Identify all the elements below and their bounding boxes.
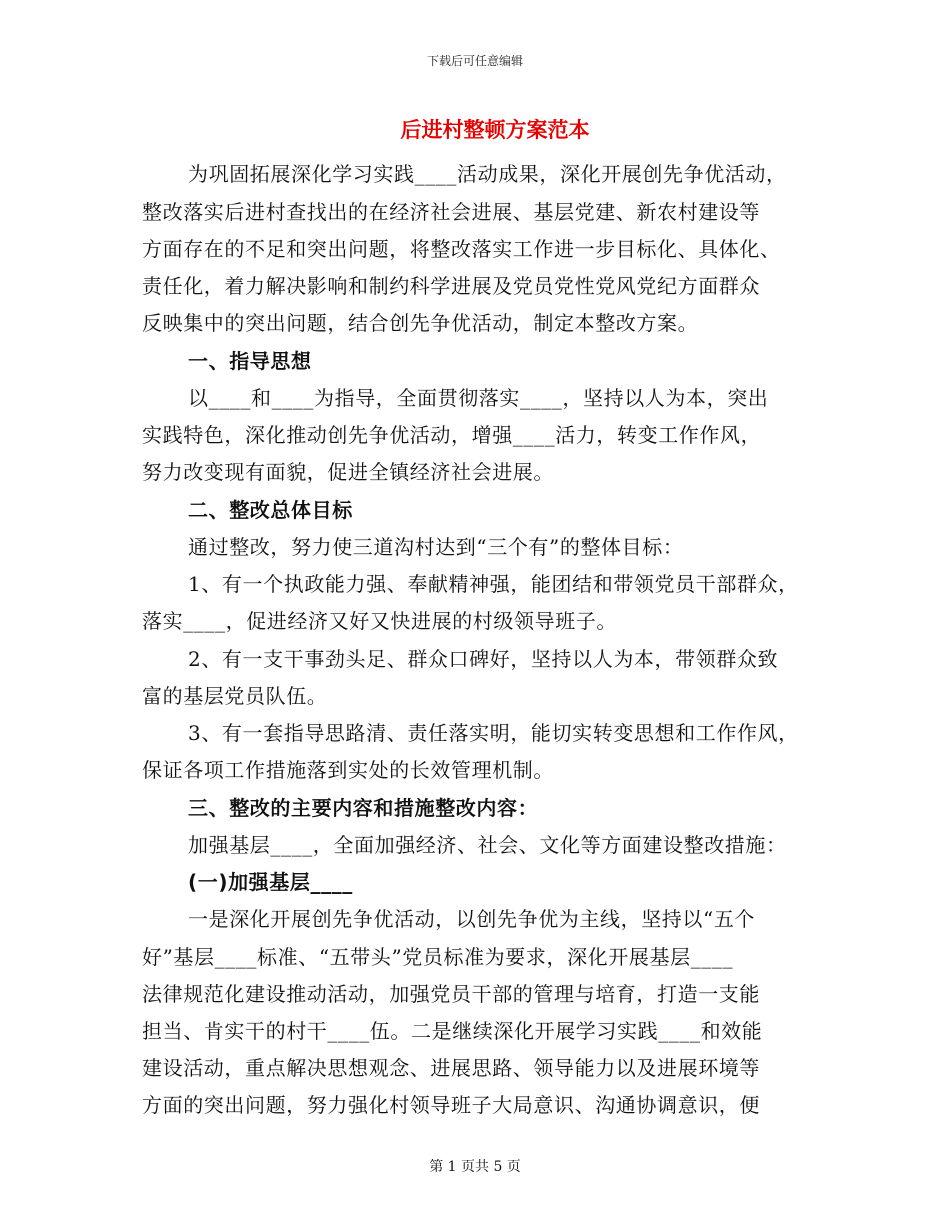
paragraph-line: 方面的突出问题，努力强化村领导班子大局意识、沟通协调意识，便 bbox=[142, 1093, 760, 1117]
paragraph-line: 责任化，着力解决影响和制约科学进展及党员党性党风党纪方面群众 bbox=[142, 274, 760, 298]
paragraph-line: 通过整改，努力使三道沟村达到“三个有”的整体目标： bbox=[188, 535, 684, 559]
paragraph-line: 加强基层____，全面加强经济、社会、文化等方面建设整改措施： bbox=[188, 833, 787, 857]
list-item-line: 1、有一个执政能力强、奉献精神强，能团结和带领党员干部群众， bbox=[188, 572, 799, 596]
list-item-line: 保证各项工作措施落到实处的长效管理机制。 bbox=[142, 758, 554, 782]
paragraph-line: 建设活动，重点解决思想观念、进展思路、领导能力以及进展环境等 bbox=[142, 1056, 760, 1080]
list-item-line: 落实____，促进经济又好又快进展的村级领导班子。 bbox=[142, 609, 617, 633]
section-heading: 二、整改总体目标 bbox=[188, 498, 353, 522]
paragraph-line: 努力改变现有面貌，促进全镇经济社会进展。 bbox=[142, 460, 554, 484]
subsection-heading: (一)加强基层____ bbox=[188, 870, 353, 894]
header-note: 下载后可任意编辑 bbox=[426, 54, 523, 68]
list-item-line: 2、有一支干事劲头足、群众口碑好，坚持以人为本，带领群众致 bbox=[188, 647, 779, 671]
list-item-line: 3、有一套指导思路清、责任落实明，能切实转变思想和工作作风， bbox=[188, 721, 799, 745]
page-footer: 第 1 页共 5 页 bbox=[429, 1159, 521, 1175]
paragraph-line: 担当、肯实干的村干____伍。二是继续深化开展学习实践____和效能 bbox=[142, 1019, 763, 1043]
paragraph-line: 法律规范化建设推动活动，加强党员干部的管理与培育，打造一支能 bbox=[142, 982, 760, 1006]
paragraph-line: 好”基层____标准、“五带头”党员标准为要求，深化开展基层____ bbox=[142, 945, 734, 969]
paragraph-line: 以____和____为指导，全面贯彻落实____，坚持以人为本，突出 bbox=[188, 386, 769, 410]
paragraph-line: 方面存在的不足和突出问题，将整改落实工作进一步目标化、具体化、 bbox=[142, 237, 781, 261]
paragraph-line: 实践特色，深化推动创先争优活动，增强____活力，转变工作作风， bbox=[142, 423, 762, 447]
section-heading: 一、指导思想 bbox=[188, 349, 312, 373]
paragraph-line: 反映集中的突出问题，结合创先争优活动，制定本整改方案。 bbox=[142, 311, 699, 335]
paragraph-line: 为巩固拓展深化学习实践____活动成果，深化开展创先争优活动， bbox=[188, 162, 787, 186]
section-heading: 三、整改的主要内容和措施整改内容： bbox=[188, 796, 539, 820]
document-title: 后进村整顿方案范本 bbox=[400, 118, 590, 142]
list-item-line: 富的基层党员队伍。 bbox=[142, 684, 328, 708]
paragraph-line: 整改落实后进村查找出的在经济社会进展、基层党建、新农村建设等 bbox=[142, 200, 760, 224]
paragraph-line: 一是深化开展创先争优活动，以创先争优为主线，坚持以“五个 bbox=[188, 907, 756, 931]
